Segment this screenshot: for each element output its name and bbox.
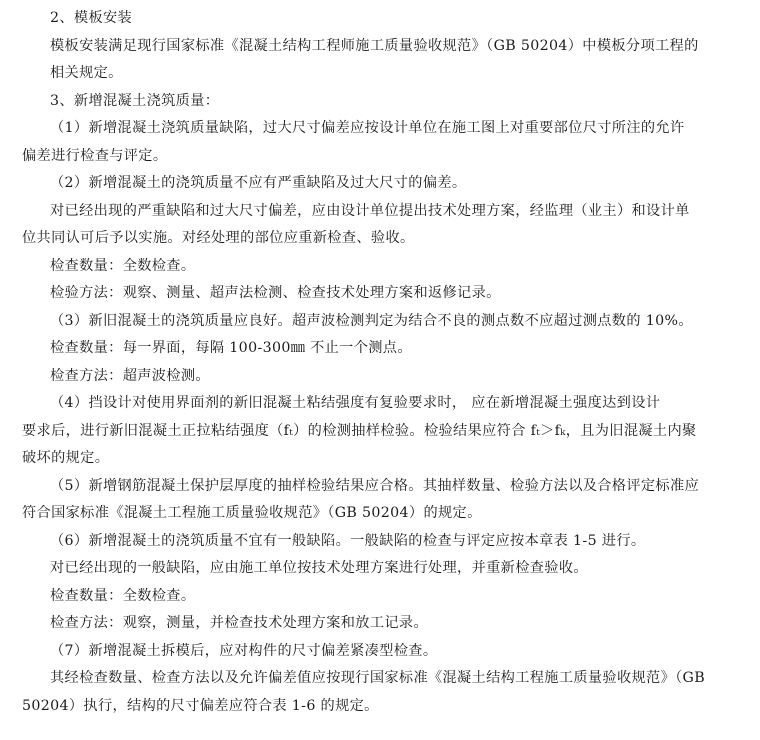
doc-line: 破坏的规定。: [22, 450, 110, 466]
doc-line: （1）新增混凝土浇筑质量缺陷，过大尺寸偏差应按设计单位在施工图上对重要部位尺寸所注的允许: [50, 120, 685, 136]
doc-line: 偏差进行检查与评定。: [22, 147, 168, 164]
doc-line: 检查数量：每一界面，每隔 100-300㎜ 不止一个测点。: [50, 340, 412, 356]
doc-line: 要求后，进行新旧混凝土正拉粘结强度（fₜ）的检测抽样检验。检验结果应符合 fₜ＞fₖ，且为旧混凝土内聚: [22, 422, 697, 439]
doc-line: 相关规定。: [50, 65, 123, 81]
doc-line: （5）新增钢筋混凝土保护层厚度的抽样检验结果应合格。其抽样数量、检验方法以及合格评定标准应: [50, 477, 700, 494]
doc-line: 检查方法：观察，测量，并检查技术处理方案和放工记录。: [50, 615, 428, 631]
doc-line: 符合国家标准《混凝土工程施工质量验收规范》（GB 50204）的规定。: [22, 505, 482, 521]
doc-line: 其经检查数量、检查方法以及允许偏差值应按现行国家标准《混凝土结构工程施工质量验收规范》（GB: [50, 670, 706, 686]
doc-line: 位共同认可后予以实施。对经处理的部位应重新检查、验收。: [22, 230, 415, 246]
doc-line: 模板安装满足现行国家标准《混凝土结构工程师施工质量验收规范》（GB 50204）中模板分项工程的: [50, 37, 699, 54]
doc-line: （2）新增混凝土的浇筑质量不应有严重缺陷及过大尺寸的偏差。: [50, 175, 467, 191]
doc-line: 检验方法：观察、测量、超声法检测、检查技术处理方案和返修记录。: [50, 285, 501, 301]
doc-line: （7）新增混凝土拆模后，应对构件的尺寸偏差紧凑型检查。: [50, 642, 438, 659]
doc-line: 检查数量：全数检查。: [50, 587, 196, 604]
doc-line: 对已经出现的一般缺陷，应由施工单位按技术处理方案进行处理，并重新检查验收。: [50, 560, 588, 576]
doc-line: 检查数量：全数检查。: [50, 257, 196, 274]
doc-line: 50204）执行，结构的尺寸偏差应符合表 1-6 的规定。: [22, 697, 379, 714]
doc-line: （3）新旧混凝土的浇筑质量应良好。超声波检测判定为结合不良的测点数不应超过测点数的 10%。: [50, 312, 693, 329]
doc-line: 3、新增混凝土浇筑质量：: [50, 92, 220, 109]
doc-line: 对已经出现的严重缺陷和过大尺寸偏差，应由设计单位提出技术处理方案，经监理（业主）和设计单: [50, 202, 690, 219]
doc-line: 2、模板安装: [50, 10, 133, 26]
doc-line: （4）挡设计对使用界面剂的新旧混凝土粘结强度有复验要求时， 应在新增混凝土强度达到设计: [50, 395, 661, 411]
doc-line: （6）新增混凝土的浇筑质量不宜有一般缺陷。一般缺陷的检查与评定应按本章表 1-5 进行。: [50, 532, 646, 549]
doc-line: 检查方法：超声波检测。: [50, 367, 210, 384]
